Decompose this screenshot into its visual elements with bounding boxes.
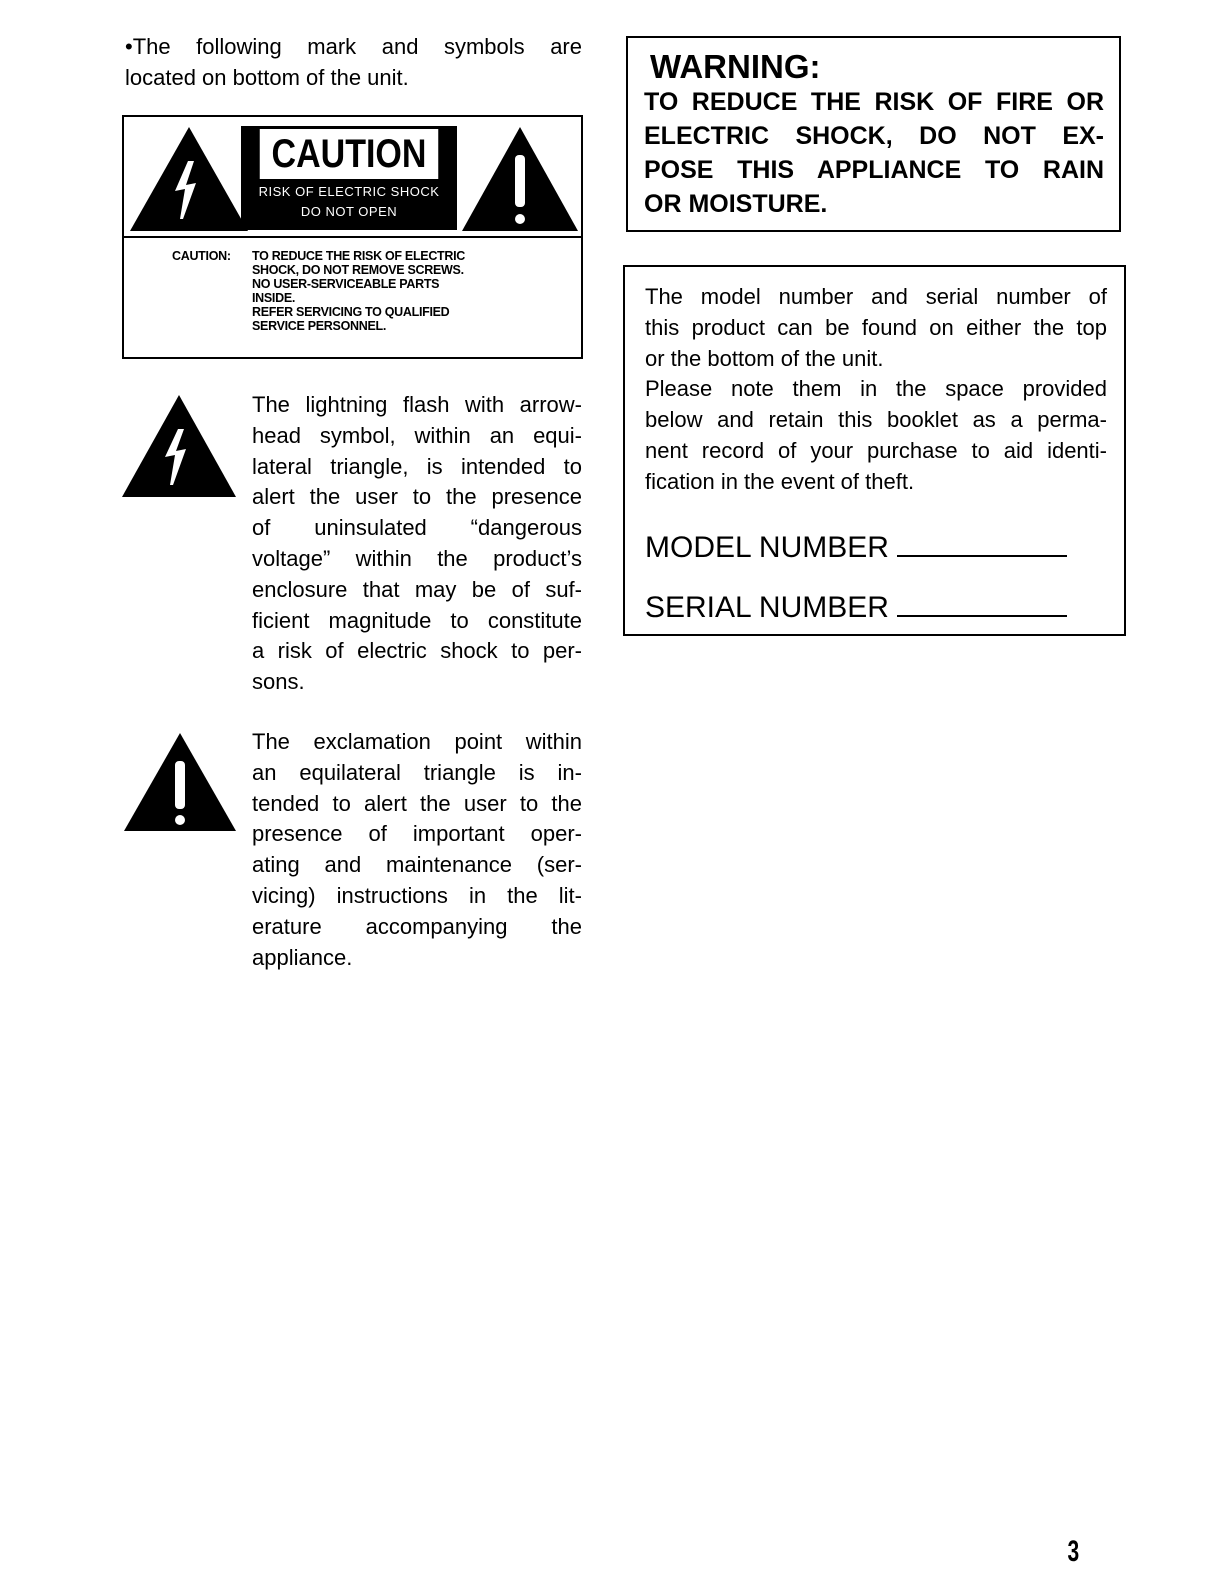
- warning-line: OR MOISTURE.: [644, 190, 828, 218]
- text-line: lateral triangle, is intended to: [252, 453, 582, 479]
- text-line: The model number and serial number of: [645, 284, 1107, 309]
- text-line: ating and maintenance (ser-: [252, 852, 582, 878]
- text-line: fication in the event of theft.: [645, 468, 915, 494]
- caution-label-sub2: DO NOT OPEN: [300, 204, 398, 219]
- text-line: INSIDE.: [252, 291, 296, 305]
- caution-label: [241, 126, 457, 230]
- intro-text: [125, 32, 582, 94]
- exclamation-triangle-icon: [462, 127, 578, 231]
- page-number: 3: [1067, 1535, 1080, 1568]
- exclamation-description: [252, 727, 582, 973]
- warning-title: WARNING:: [650, 48, 821, 85]
- record-instructions: [645, 282, 1107, 498]
- text-line: an equilateral triangle is in-: [252, 759, 582, 785]
- serial-number-field[interactable]: [645, 585, 1067, 625]
- text-line: a risk of electric shock to per-: [252, 638, 582, 664]
- model-number-field[interactable]: [645, 525, 1067, 565]
- lightning-triangle-icon: [130, 127, 248, 231]
- caution-text: [252, 249, 465, 333]
- text-line: head symbol, within an equi-: [252, 422, 582, 448]
- text-line: sons.: [252, 669, 305, 695]
- text-line: nent record of your purchase to aid identi-: [645, 437, 1107, 463]
- text-line: vicing) instructions in the lit-: [252, 882, 582, 908]
- text-line: TO REDUCE THE RISK OF ELECTRIC: [252, 249, 466, 263]
- warning-text: [644, 85, 1104, 221]
- text-line: •The following mark and symbols are: [125, 34, 582, 59]
- serial-number-label: SERIAL NUMBER: [645, 591, 889, 624]
- text-line: presence of important oper-: [252, 821, 582, 847]
- model-number-label: MODEL NUMBER: [645, 531, 889, 564]
- text-line: located on bottom of the unit.: [125, 64, 409, 90]
- text-line: REFER SERVICING TO QUALIFIED: [252, 305, 450, 319]
- text-line: SERVICE PERSONNEL.: [252, 319, 386, 333]
- lightning-description: [252, 390, 582, 698]
- text-line: NO USER-SERVICEABLE PARTS: [252, 277, 440, 291]
- text-line: erature accompanying the: [252, 913, 582, 939]
- lightning-triangle-icon: [122, 395, 236, 497]
- warning-line: POSE THIS APPLIANCE TO RAIN: [644, 156, 1104, 184]
- divider: [124, 236, 581, 238]
- warning-line: ELECTRIC SHOCK, DO NOT EX-: [644, 122, 1104, 150]
- model-serial-box: [623, 265, 1126, 636]
- text-line: alert the user to the presence: [252, 484, 582, 510]
- caution-prefix: CAUTION:: [172, 249, 231, 263]
- text-line: this product can be found on either the top: [645, 314, 1107, 340]
- caution-label-sub1: RISK OF ELECTRIC SHOCK: [258, 184, 440, 199]
- text-line: The lightning flash with arrow-: [252, 392, 582, 417]
- text-line: enclosure that may be of suf-: [252, 576, 582, 602]
- text-line: ficient magnitude to constitute: [252, 607, 582, 633]
- text-line: below and retain this booklet as a perma-: [645, 407, 1107, 433]
- text-line: SHOCK, DO NOT REMOVE SCREWS.: [252, 263, 464, 277]
- text-line: of uninsulated “dangerous: [252, 515, 582, 541]
- warning-line: TO REDUCE THE RISK OF FIRE OR: [644, 88, 1104, 116]
- warning-box: [626, 36, 1121, 232]
- caution-label-title: CAUTION: [260, 129, 439, 179]
- text-line: tended to alert the user to the: [252, 790, 582, 816]
- text-line: or the bottom of the unit.: [645, 345, 884, 371]
- text-line: appliance.: [252, 944, 353, 970]
- text-line: voltage” within the product’s: [252, 545, 582, 571]
- exclamation-triangle-icon: [124, 733, 236, 831]
- caution-label-box: [122, 115, 583, 359]
- text-line: The exclamation point within: [252, 729, 582, 754]
- text-line: Please note them in the space provided: [645, 376, 1107, 402]
